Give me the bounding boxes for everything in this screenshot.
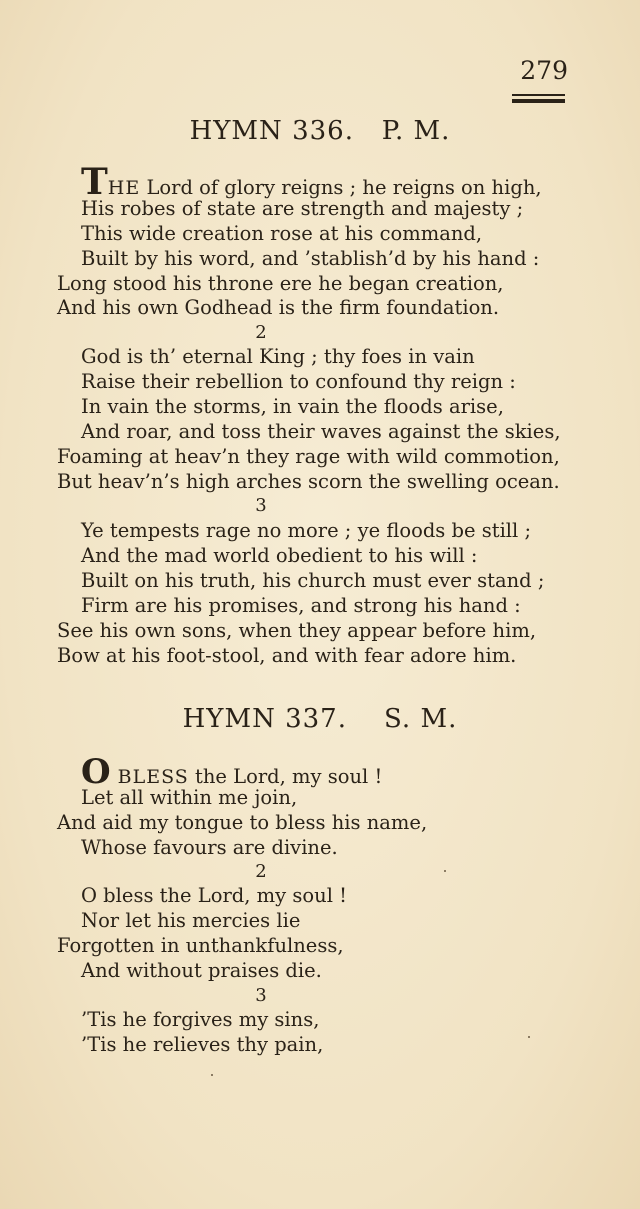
hymn-336-stanza-2-line-1: God is th’ eternal King ; thy foes in vain [81,345,475,368]
paper-speck [211,1074,213,1076]
hymn-337-stanza-1-line-2: Let all within me join, [81,786,298,809]
hymn-337-stanza-number-3: 3 [255,985,267,1006]
hymn-336-stanza-2-line-3: In vain the storms, in vain the floods arise, [81,395,504,418]
hymn-336-stanza-2-line-2: Raise their rebellion to confound thy reign : [81,370,516,393]
hymn-337-stanza-2-line-2: Nor let his mercies lie [81,909,301,932]
line-text: Lord of glory reigns ; he reigns on high, [140,176,542,199]
hymn-337-stanza-number-2: 2 [255,861,267,882]
hymn-336-stanza-3-line-2: And the mad world obedient to his will : [81,544,478,567]
hymn-337-stanza-1-line-1 [81,752,383,792]
page-number: 279 [520,56,568,85]
hymn-336-stanza-2-line-4: And roar, and toss their waves against the skies, [81,420,561,443]
hymn-336-stanza-3-line-3: Built on his truth, his church must ever stand ; [81,569,545,592]
hymn-336-stanza-1-line-5: Long stood his throne ere he began creation, [57,272,504,295]
hymn-336-stanza-3-line-1: Ye tempests rage no more ; ye floods be still ; [81,519,532,542]
drop-cap: O [81,752,111,792]
line-text: the Lord, my soul ! [188,765,383,788]
small-caps: HE [107,177,141,199]
hymn-336-stanza-1-line-1 [81,161,542,203]
hymn-336-stanza-1-line-3: This wide creation rose at his command, [81,222,483,245]
paper-speck [528,1036,530,1038]
header-rule-thin [512,94,565,96]
hymn-337-title: HYMN 337. S. M. [182,704,458,734]
hymn-336-stanza-3-line-4: Firm are his promises, and strong his hand : [81,594,521,617]
small-caps: BLESS [110,766,189,788]
hymn-337-stanza-2-line-3: Forgotten in unthankfulness, [57,934,344,957]
hymn-336-stanza-number-3: 3 [255,495,267,516]
hymn-337-stanza-2-line-4: And without praises die. [81,959,322,982]
hymn-336-title: HYMN 336. P. M. [189,116,451,146]
hymn-336-stanza-2-line-5: Foaming at heav’n they rage with wild commotion, [57,445,560,468]
drop-cap: T [81,161,108,203]
hymn-337-stanza-3-line-1: ’Tis he forgives my sins, [81,1008,320,1031]
hymn-336-stanza-1-line-2: His robes of state are strength and majesty ; [81,197,524,220]
hymn-337-stanza-1-line-4: Whose favours are divine. [81,836,338,859]
hymn-336-stanza-1-line-6: And his own Godhead is the firm foundation. [57,296,500,319]
header-rule-thick [512,99,565,103]
hymn-337-stanza-1-line-3: And aid my tongue to bless his name, [57,811,428,834]
hymn-336-stanza-2-line-6: But heav’n’s high arches scorn the swelling ocean. [57,470,560,493]
hymn-336-stanza-3-line-6: Bow at his foot-stool, and with fear adore him. [57,644,517,667]
hymn-337-stanza-2-line-1: O bless the Lord, my soul ! [81,884,347,907]
paper-speck [444,870,446,872]
hymn-336-stanza-number-2: 2 [255,322,267,343]
hymn-336-stanza-3-line-5: See his own sons, when they appear before him, [57,619,537,642]
hymn-336-stanza-1-line-4: Built by his word, and ’stablish’d by his hand : [81,247,540,270]
hymn-337-stanza-3-line-2: ’Tis he relieves thy pain, [81,1033,324,1056]
